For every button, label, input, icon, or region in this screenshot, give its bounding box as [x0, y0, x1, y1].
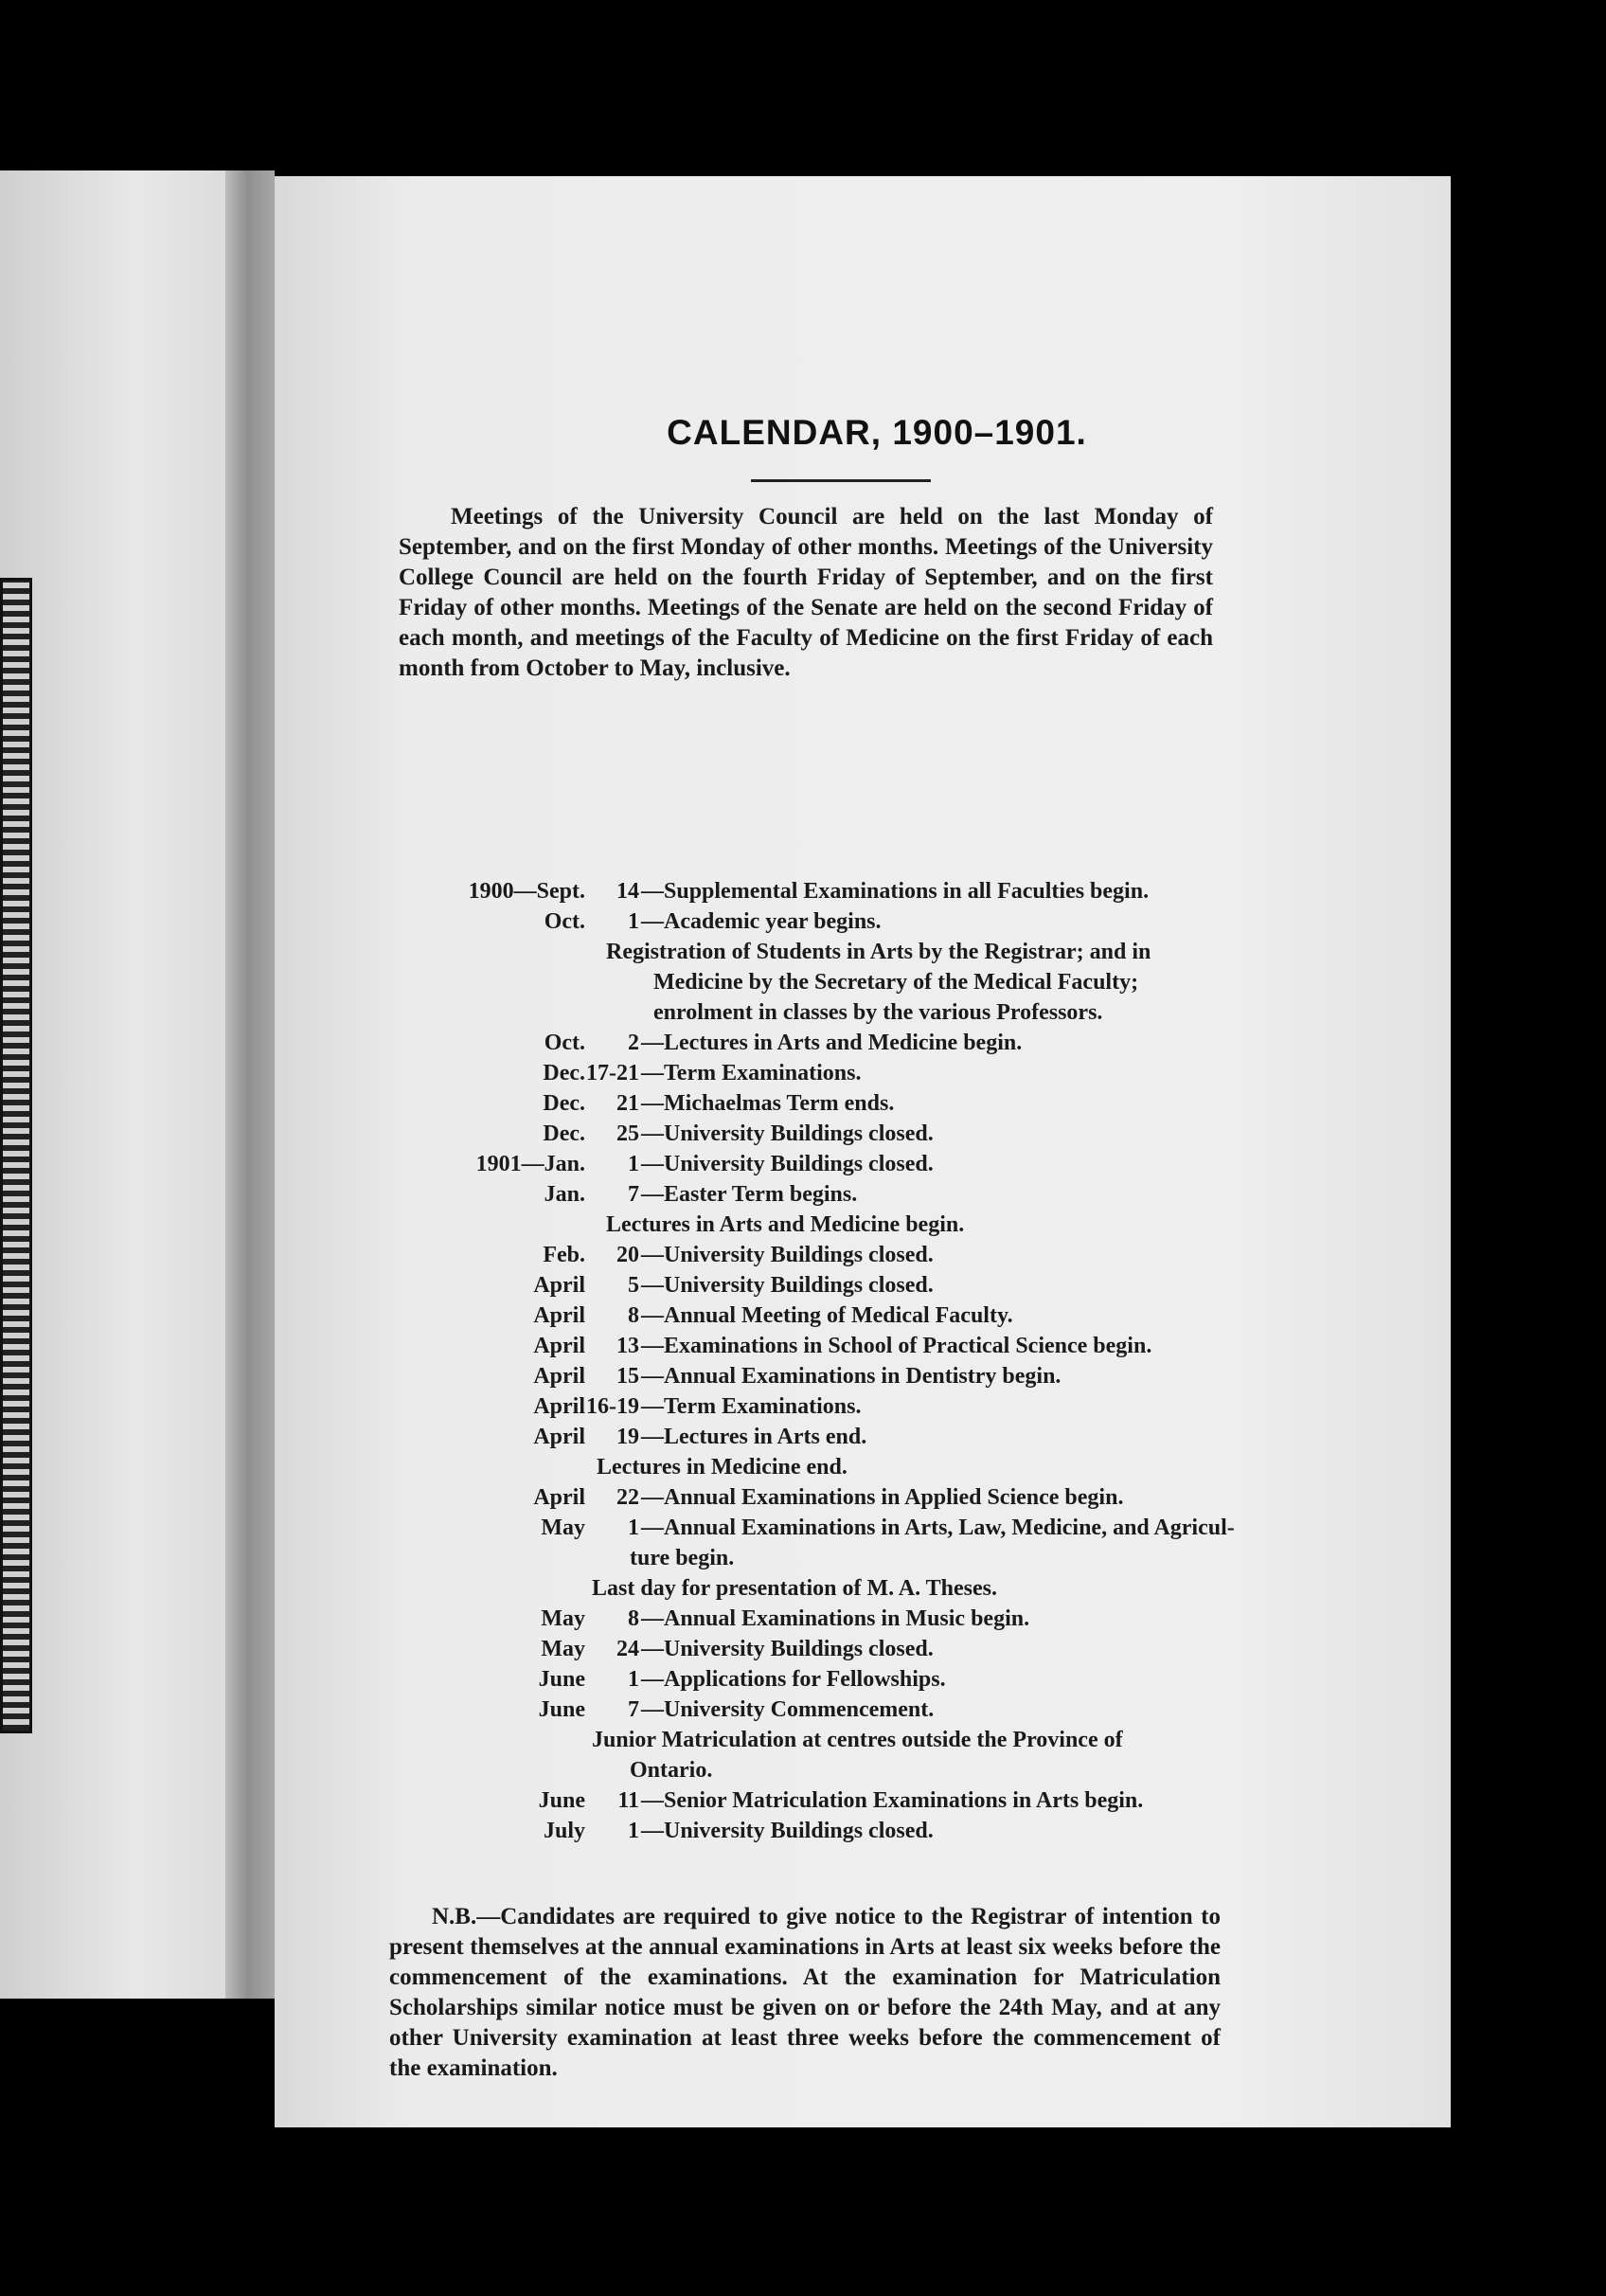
calendar-entry — [275, 1152, 1451, 1182]
entry-text: ture begin. — [630, 1546, 735, 1570]
entry-day: 2 — [628, 1031, 639, 1055]
entry-day: 13 — [616, 1334, 639, 1358]
entry-date: Dec. — [543, 1121, 585, 1146]
calendar-entry — [275, 1697, 1451, 1728]
calendar-entry — [275, 1606, 1451, 1637]
entry-text: —Examinations in School of Practical Science begin. — [641, 1334, 1152, 1358]
entry-date: April — [533, 1394, 585, 1419]
entry-text: —Lectures in Arts and Medicine begin. — [641, 1031, 1023, 1055]
entry-day: 14 — [616, 879, 639, 904]
calendar-entry — [275, 1667, 1451, 1697]
entry-text: —Annual Examinations in Dentistry begin. — [641, 1364, 1062, 1389]
entry-text: —Applications for Fellowships. — [641, 1667, 946, 1692]
entry-date: June — [538, 1697, 585, 1722]
entry-text: —Annual Examinations in Arts, Law, Medicine, and Agricul- — [641, 1516, 1235, 1540]
entry-day: 8 — [628, 1303, 639, 1328]
entry-text: enrolment in classes by the various Professors. — [653, 1000, 1103, 1025]
entry-date: April — [533, 1334, 585, 1358]
entry-day: 5 — [628, 1273, 639, 1298]
entry-text: —Lectures in Arts end. — [641, 1425, 867, 1449]
entry-text: —University Buildings closed. — [641, 1121, 934, 1146]
calendar-entry — [275, 909, 1451, 940]
entry-text: —University Buildings closed. — [641, 1819, 934, 1843]
entry-text: Lectures in Medicine end. — [597, 1455, 848, 1480]
calendar-entry — [275, 1394, 1451, 1425]
entry-date: April — [533, 1364, 585, 1389]
entry-day: 21 — [616, 1091, 639, 1116]
entry-text: —University Buildings closed. — [641, 1243, 934, 1267]
entry-day: 17-21 — [586, 1061, 639, 1085]
entry-date: May — [541, 1637, 585, 1661]
entry-date: Jan. — [544, 1182, 585, 1207]
calendar-entry — [275, 1364, 1451, 1394]
ornamental-border — [0, 578, 32, 1733]
entry-text: Lectures in Arts and Medicine begin. — [606, 1212, 965, 1237]
calendar-entry — [275, 940, 1451, 970]
entry-text: Last day for presentation of M. A. Theses. — [592, 1576, 998, 1601]
entry-date: May — [541, 1606, 585, 1631]
entry-text: —University Buildings closed. — [641, 1152, 934, 1176]
entry-date: July — [543, 1819, 585, 1843]
entry-day: 24 — [616, 1637, 639, 1661]
calendar-entry — [275, 1546, 1451, 1576]
entry-text: —Michaelmas Term ends. — [641, 1091, 895, 1116]
calendar-entry — [275, 1728, 1451, 1758]
calendar-entry — [275, 970, 1451, 1000]
title-rule — [751, 479, 931, 482]
entry-date: Dec. — [543, 1061, 585, 1085]
calendar-entry — [275, 1031, 1451, 1061]
entry-day: 15 — [616, 1364, 639, 1389]
calendar-entry — [275, 1425, 1451, 1455]
entry-text: Junior Matriculation at centres outside the Province of — [592, 1728, 1123, 1752]
entry-day: 22 — [616, 1485, 639, 1510]
calendar-page — [275, 176, 1451, 2127]
calendar-entry — [275, 1788, 1451, 1819]
entry-date: June — [538, 1667, 585, 1692]
entry-text: —Annual Meeting of Medical Faculty. — [641, 1303, 1013, 1328]
entry-text: —University Buildings closed. — [641, 1273, 934, 1298]
calendar-entry — [275, 1212, 1451, 1243]
entry-day: 1 — [628, 1516, 639, 1540]
entry-day: 25 — [616, 1121, 639, 1146]
entry-text: —University Commencement. — [641, 1697, 935, 1722]
entry-day: 1 — [628, 1667, 639, 1692]
entry-day: 7 — [628, 1697, 639, 1722]
entry-text: —Annual Examinations in Applied Science begin. — [641, 1485, 1124, 1510]
entry-day: 11 — [617, 1788, 639, 1813]
entry-day: 1 — [628, 909, 639, 934]
entry-date: April — [533, 1485, 585, 1510]
entry-text: —Senior Matriculation Examinations in Arts begin. — [641, 1788, 1144, 1813]
entry-text: Registration of Students in Arts by the Registrar; and in — [606, 940, 1151, 964]
entry-date: May — [541, 1516, 585, 1540]
calendar-entry — [275, 879, 1451, 909]
entry-date: 1900—Sept. — [468, 879, 585, 904]
calendar-entry — [275, 1061, 1451, 1091]
entry-day: 20 — [616, 1243, 639, 1267]
entry-date: Oct. — [544, 909, 585, 934]
entry-text: Ontario. — [630, 1758, 713, 1783]
calendar-entry — [275, 1000, 1451, 1031]
calendar-entry — [275, 1485, 1451, 1516]
intro-paragraph: Meetings of the University Council are held on the last Monday of September, and on the first Monday of other months. Meetings of the University College Council are held on the fourth Friday of September, and on the first Friday of other months. Meetings of the Senate are held on the second Friday of each month, and meetings of the Faculty of Medicine on the first Friday of each month from October to May, inclusive. — [399, 504, 1213, 681]
calendar-entry — [275, 1121, 1451, 1152]
entry-day: 7 — [628, 1182, 639, 1207]
calendar-entry — [275, 1243, 1451, 1273]
facing-page — [0, 170, 225, 1999]
entry-day: 8 — [628, 1606, 639, 1631]
nb-paragraph: N.B.—Candidates are required to give notice to the Registrar of intention to present themselves at the annual examinations in Arts at least six weeks before the commencement of the examinations. At the examination for Matriculation Scholarships similar notice must be given on or before the 24th May, and at any other University examination at least three weeks before the commencement of the examination. — [389, 1904, 1221, 2081]
entry-text: —Academic year begins. — [641, 909, 882, 934]
entry-date: April — [533, 1273, 585, 1298]
entry-date: April — [533, 1303, 585, 1328]
entry-day: 1 — [628, 1819, 639, 1843]
calendar-entry — [275, 1637, 1451, 1667]
calendar-entry — [275, 1819, 1451, 1849]
entry-date: Dec. — [543, 1091, 585, 1116]
entry-text: Medicine by the Secretary of the Medical Faculty; — [653, 970, 1139, 995]
entry-date: Oct. — [544, 1031, 585, 1055]
calendar-entry — [275, 1455, 1451, 1485]
entry-day: 19 — [616, 1425, 639, 1449]
calendar-entry — [275, 1303, 1451, 1334]
calendar-entry — [275, 1091, 1451, 1121]
entry-date: Feb. — [543, 1243, 585, 1267]
entry-date: 1901—Jan. — [475, 1152, 585, 1176]
page-title: CALENDAR, 1900–1901. — [667, 413, 1087, 452]
calendar-entry — [275, 1758, 1451, 1788]
entry-day: 1 — [628, 1152, 639, 1176]
entry-text: —Term Examinations. — [641, 1394, 862, 1419]
calendar-entry — [275, 1334, 1451, 1364]
calendar-entry — [275, 1516, 1451, 1546]
entry-text: —Easter Term begins. — [641, 1182, 858, 1207]
entry-text: —Annual Examinations in Music begin. — [641, 1606, 1030, 1631]
entry-date: June — [538, 1788, 585, 1813]
entry-text: —University Buildings closed. — [641, 1637, 934, 1661]
entry-text: —Supplemental Examinations in all Faculties begin. — [641, 879, 1150, 904]
entry-text: —Term Examinations. — [641, 1061, 862, 1085]
calendar-entry — [275, 1576, 1451, 1606]
calendar-entries — [275, 879, 1451, 1849]
entry-date: April — [533, 1425, 585, 1449]
entry-day: 16-19 — [586, 1394, 639, 1419]
calendar-entry — [275, 1182, 1451, 1212]
calendar-entry — [275, 1273, 1451, 1303]
book-gutter — [225, 170, 275, 1999]
